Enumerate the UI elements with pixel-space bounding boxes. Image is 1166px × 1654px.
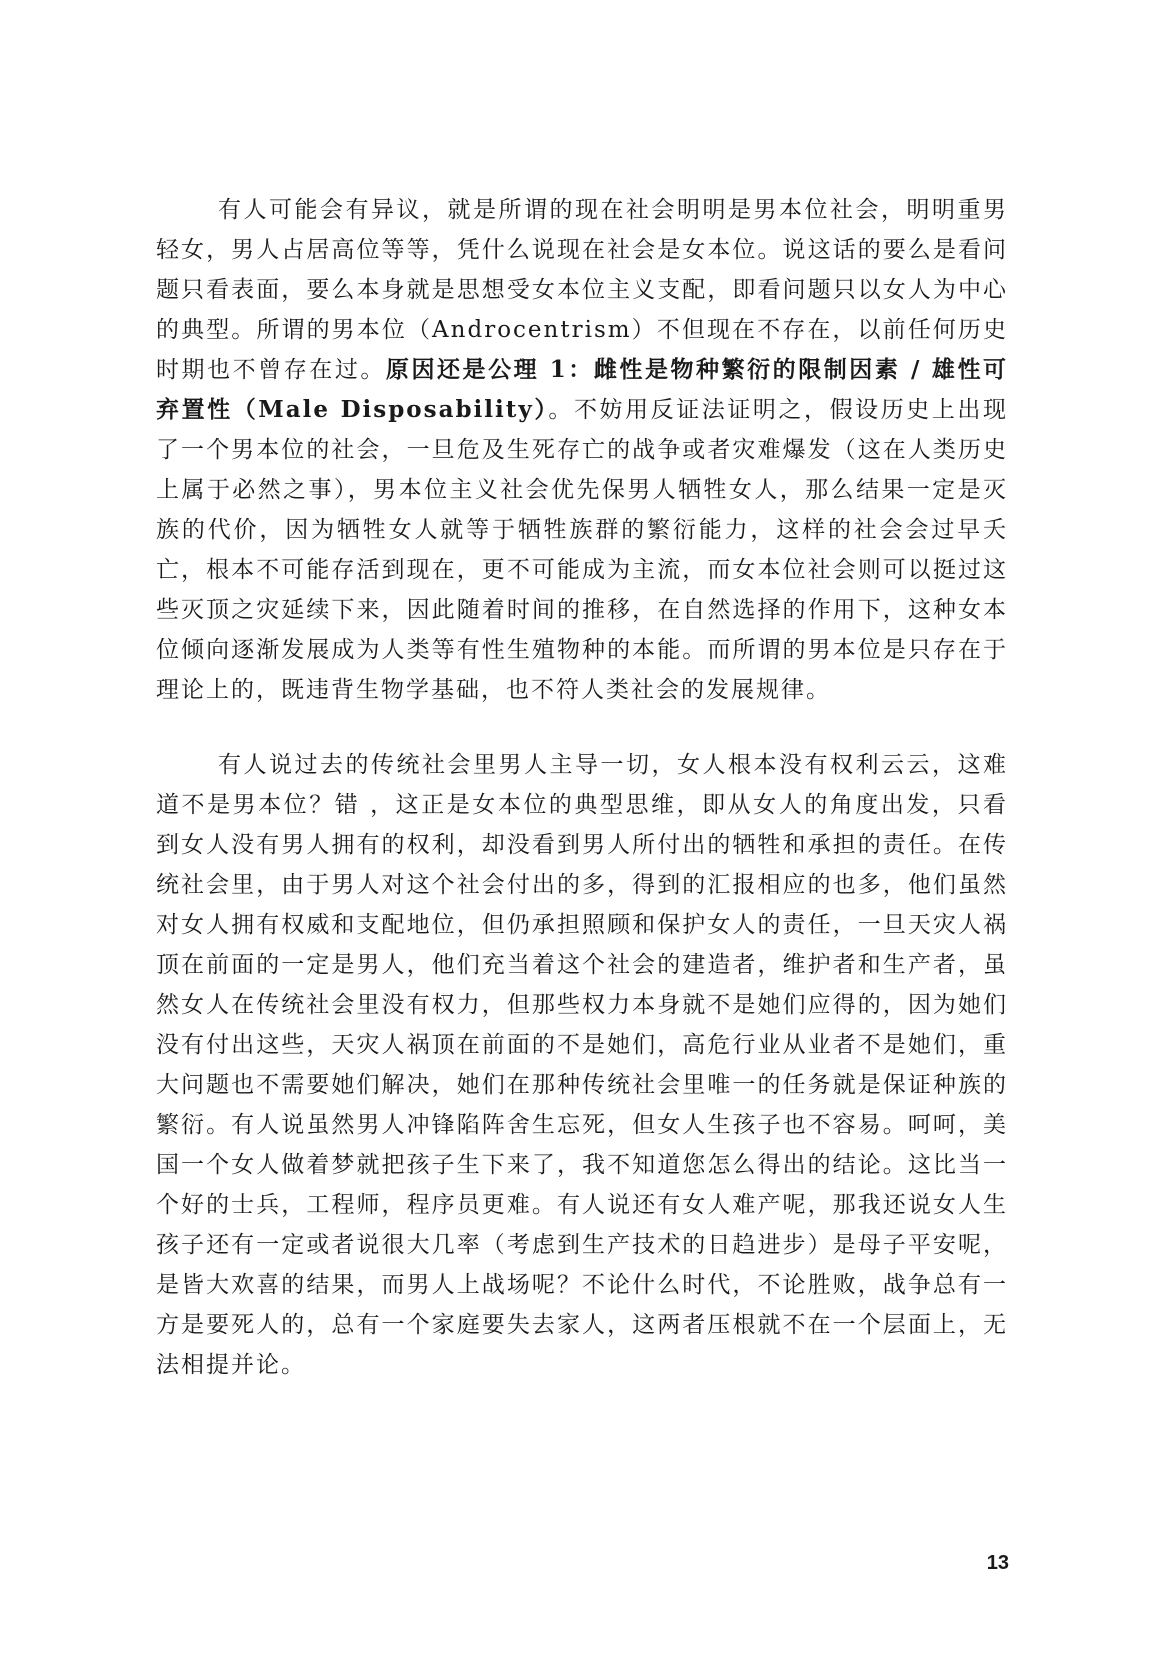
paragraph-2-text: 有人说过去的传统社会里男人主导一切，女人根本没有权利云云，这难道不是男本位？错 ，这正是女本位的典型思维，即从女人的角度出发，只看到女人没有男人拥有的权利，却没看到男人所付出的牺牲和承担的责任。在传统社会里，由于男人对这个社会付出的多，得到的汇报相应的也多，他们虽然对女人拥有权威和支配地位，但仍承担照顾和保护女人的责任，一旦天灾人祸顶在前面的一定是男人，他们充当着这个社会的建造者，维护者和生产者，虽然女人在传统社会里没有权力，但那些权力本身就不是她们应得的，因为她们没有付出这些，天灾人祸顶在前面的不是她们，高危行业从业者不是她们，重大问题也不需要她们解决，她们在那种传统社会里唯一的任务就是保证种族的繁衍。有人说虽然男人冲锋陷阵舍生忘死，但女人生孩子也不容易。呵呵，美国一个女人做着梦就把孩子生下来了，我不知道您怎么得出的结论。这比当一个好的士兵，工程师，程序员更难。有人说还有女人难产呢，那我还说女人生孩子还有一定或者说很大几率（考虑到生产技术的日趋进步）是母子平安呢，是皆大欢喜的结果，而男人上战场呢？不论什么时代，不论胜败，战争总有一方是要死人的，总有一个家庭要失去家人，这两者压根就不在一个层面上，无法相提并论。 <box>156 752 1008 1378</box>
paragraph-1-text-continued: 。不妨用反证法证明之，假设历史上出现了一个男本位的社会，一旦危及生死存亡的战争或者灾难爆发（这在人类历史上属于必然之事），男本位主义社会优先保男人牺牲女人，那么结果一定是灭族的代价，因为牺牲女人就等于牺牲族群的繁衍能力，这样的社会会过早夭亡，根本不可能存活到现在，更不可能成为主流，而女本位社会则可以挺过这些灭顶之灾延续下来，因此随着时间的推移，在自然选择的作用下，这种女本位倾向逐渐发展成为人类等有性生殖物种的本能。而所谓的男本位是只存在于理论上的，既违背生物学基础，也不符人类社会的发展规律。 <box>156 397 1008 703</box>
paragraph-1 <box>156 190 1008 710</box>
page-number: 13 <box>986 1552 1009 1574</box>
paragraph-1-text: 有人可能会有异议，就是所谓的现在社会明明是男本位社会，明明重男轻女，男人占居高位等等，凭什么说现在社会是女本位。说这话的要么是看问题只看表面，要么本身就是思想受女本位主义支配，即看问题只以女人为中心的典型。所谓的男本位（Androcentrism）不但现在不存在，以前任何历史时期也不曾存在过。 <box>156 197 1008 383</box>
paragraph-1-bold-axiom: 原因还是公理 1：雌性是物种繁衍的限制因素 / 雄性可弃置性（Male Disposability） <box>156 356 1008 423</box>
paragraph-2 <box>156 745 1008 1385</box>
body-text <box>156 190 1008 1385</box>
